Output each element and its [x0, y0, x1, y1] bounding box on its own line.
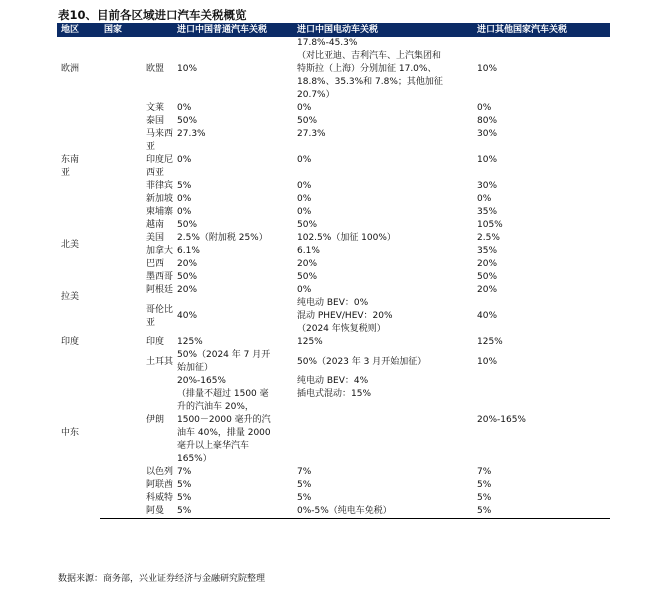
table-row: [57, 37, 610, 102]
ev-tariff-cell: 5%: [297, 493, 312, 503]
country-cell: 墨西哥: [146, 272, 174, 282]
table-row: [57, 115, 610, 128]
header-region: 地区: [57, 23, 100, 37]
table-row: [57, 505, 610, 519]
table-row: [57, 219, 610, 232]
header-other-tariff: 进口其他国家汽车关税: [473, 23, 610, 37]
normal-tariff-cell: 5%: [177, 181, 192, 191]
other-tariff-cell: 125%: [477, 337, 503, 347]
country-cell: 土耳其: [146, 356, 174, 367]
country-cell: 阿联酋: [146, 480, 174, 490]
tariff-table: [57, 23, 610, 519]
table-row: [57, 492, 610, 505]
ev-tariff-cell: 0%: [297, 181, 312, 191]
ev-tariff-cell: 7%: [297, 467, 312, 477]
other-tariff-cell: 5%: [477, 480, 492, 490]
table-row: [57, 271, 610, 284]
country-cell: 伊朗: [146, 415, 165, 425]
normal-tariff-cell: 50%（2024 年 7 月开 始加征）: [177, 350, 271, 373]
ev-tariff-cell: 0%: [297, 155, 312, 165]
country-cell: 印度: [146, 337, 165, 347]
table-row: [57, 336, 610, 349]
country-cell: 以色列: [146, 467, 174, 477]
table-title: 表10、目前各区域进口汽车关税概览: [58, 8, 247, 22]
other-tariff-cell: 7%: [477, 467, 492, 477]
table-row: [57, 206, 610, 219]
ev-tariff-cell: 6.1%: [297, 246, 320, 256]
other-tariff-cell: 20%: [477, 259, 498, 269]
other-tariff-cell: 5%: [477, 493, 492, 503]
region-cell: 东南 亚: [61, 155, 80, 178]
country-cell: 新加坡: [146, 194, 174, 204]
ev-tariff-cell: 27.3%: [297, 129, 326, 139]
normal-tariff-cell: 50%: [177, 272, 198, 282]
country-cell: 科威特: [146, 493, 174, 503]
other-tariff-cell: 40%: [477, 311, 498, 321]
region-cell: 印度: [61, 337, 80, 347]
other-tariff-cell: 50%: [477, 272, 498, 282]
country-cell: 巴西: [146, 259, 165, 269]
table-row: [57, 102, 610, 115]
normal-tariff-cell: 6.1%: [177, 246, 200, 256]
region-cell: 拉美: [61, 291, 80, 302]
header-ev-tariff: 进口中国电动车关税: [293, 23, 473, 37]
normal-tariff-cell: 40%: [177, 311, 198, 321]
ev-tariff-cell: 102.5%（加征 100%）: [297, 233, 396, 243]
other-tariff-cell: 30%: [477, 129, 498, 139]
country-cell: 越南: [146, 220, 165, 230]
normal-tariff-cell: 0%: [177, 207, 192, 217]
country-cell: 文莱: [146, 103, 165, 113]
ev-tariff-cell: 0%: [297, 207, 312, 217]
normal-tariff-cell: 125%: [177, 337, 203, 347]
ev-tariff-cell: 50%: [297, 220, 318, 230]
table-row: [57, 193, 610, 206]
region-cell: 北美: [61, 239, 80, 250]
region-cell: 欧洲: [61, 64, 80, 74]
table-row: [57, 180, 610, 193]
other-tariff-cell: 30%: [477, 181, 498, 191]
table-row: [57, 479, 610, 492]
table-row: [57, 232, 610, 245]
ev-tariff-cell: 0%: [297, 103, 312, 113]
country-cell: 欧盟: [146, 64, 165, 74]
normal-tariff-cell: 50%: [177, 220, 198, 230]
normal-tariff-cell: 5%: [177, 480, 192, 490]
ev-tariff-cell: 125%: [297, 337, 323, 347]
header-row: [57, 23, 610, 37]
table-row: [57, 375, 610, 466]
other-tariff-cell: 0%: [477, 194, 492, 204]
normal-tariff-cell: 0%: [177, 155, 192, 165]
normal-tariff-cell: 20%: [177, 285, 198, 295]
table-row: [57, 128, 610, 154]
ev-tariff-cell: 20%: [297, 259, 318, 269]
ev-tariff-cell: 0%: [297, 285, 312, 295]
country-cell: 阿曼: [100, 505, 173, 519]
normal-tariff-cell: 0%: [177, 103, 192, 113]
header-country: 国家: [100, 23, 173, 37]
other-tariff-cell: 5%: [473, 505, 610, 519]
ev-tariff-cell: 0%-5%（纯电车免税）: [293, 505, 473, 519]
ev-tariff-cell: 纯电动 BEV：0% 混动 PHEV/HEV：20% （2024 年恢复税则）: [297, 298, 393, 334]
normal-tariff-cell: 0%: [177, 194, 192, 204]
country-cell: 柬埔寨: [146, 207, 174, 217]
other-tariff-cell: 35%: [477, 207, 498, 217]
normal-tariff-cell: 27.3%: [177, 129, 206, 139]
other-tariff-cell: 35%: [477, 246, 498, 256]
normal-tariff-cell: 50%: [177, 116, 198, 126]
ev-tariff-cell: 17.8%-45.3% （对比亚迪、吉利汽车、上汽集团和 特斯拉（上海）分别加征 17.0%、 18.8%、35.3%和 7.8%；其他加征 20.7%）: [297, 38, 443, 100]
region-cell: 中东: [61, 428, 80, 439]
ev-tariff-cell: 5%: [297, 480, 312, 490]
ev-tariff-cell: 50%（2023 年 3 月开始加征）: [297, 356, 427, 367]
table-row: [57, 349, 610, 375]
country-cell: 印度尼西亚: [146, 155, 174, 178]
normal-tariff-cell: 20%-165% （排量不超过 1500 毫 升的汽油车 20%， 1500－2000 毫升的汽 油车 40%，排量 2000 毫升以上豪华汽车 165%）: [177, 376, 271, 464]
ev-tariff-cell: 纯电动 BEV：4% 插电式混动：15%: [297, 376, 372, 399]
other-tariff-cell: 105%: [477, 220, 503, 230]
country-cell: 美国: [146, 233, 165, 243]
other-tariff-cell: 10%: [477, 155, 498, 165]
other-tariff-cell: 20%: [477, 285, 498, 295]
normal-tariff-cell: 5%: [173, 505, 293, 519]
table-row: [57, 245, 610, 258]
country-cell: 菲律宾: [146, 181, 174, 191]
country-cell: 加拿大: [146, 246, 174, 256]
country-cell: 哥伦比亚: [146, 304, 174, 328]
data-source: 数据来源：商务部，兴业证券经济与金融研究院整理: [58, 574, 266, 584]
table-row: [57, 297, 610, 336]
ev-tariff-cell: 50%: [297, 272, 318, 282]
table-row: [57, 284, 610, 297]
normal-tariff-cell: 10%: [177, 64, 198, 74]
table-row: [57, 466, 610, 479]
other-tariff-cell: 2.5%: [477, 233, 500, 243]
other-tariff-cell: 10%: [477, 64, 498, 74]
table-row: [57, 258, 610, 271]
normal-tariff-cell: 5%: [177, 493, 192, 503]
country-cell: 泰国: [146, 116, 165, 126]
normal-tariff-cell: 7%: [177, 467, 192, 477]
other-tariff-cell: 80%: [477, 116, 498, 126]
other-tariff-cell: 10%: [477, 356, 498, 367]
ev-tariff-cell: 0%: [297, 194, 312, 204]
country-cell: 阿根廷: [146, 285, 174, 295]
ev-tariff-cell: 50%: [297, 116, 318, 126]
other-tariff-cell: 0%: [477, 103, 492, 113]
country-cell: 马来西亚: [146, 129, 174, 152]
normal-tariff-cell: 2.5%（附加税 25%）: [177, 233, 268, 243]
header-normal-tariff: 进口中国普通汽车关税: [173, 23, 293, 37]
normal-tariff-cell: 20%: [177, 259, 198, 269]
other-tariff-cell: 20%-165%: [477, 415, 526, 425]
table-row: [57, 154, 610, 180]
